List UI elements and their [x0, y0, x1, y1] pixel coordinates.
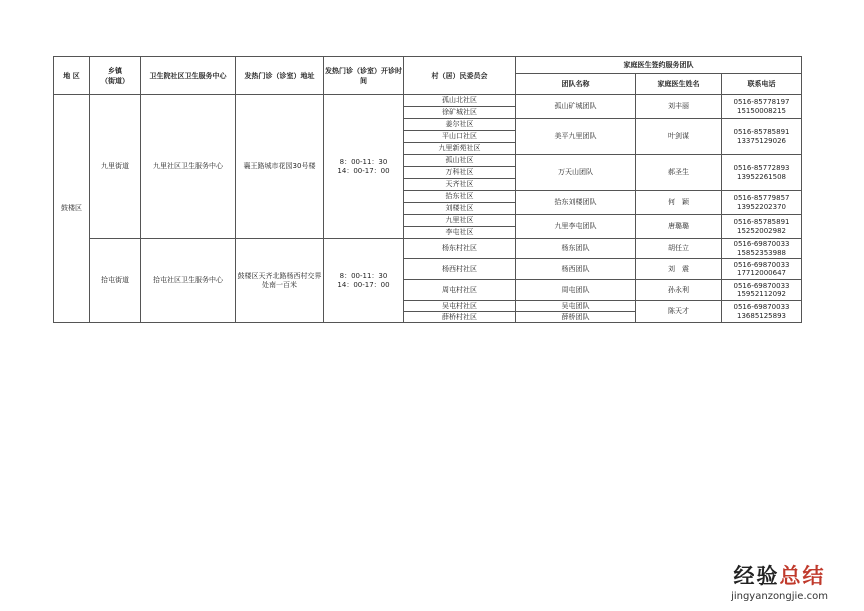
phone-cell — [722, 155, 802, 191]
header-region: 地 区 — [54, 57, 90, 95]
doctor-cell: 陈天才 — [636, 301, 722, 323]
header-town: 乡镇 （街道） — [90, 57, 141, 95]
phone-line: 0516-85772893 — [733, 164, 790, 172]
phone-line: 0516-85779857 — [733, 194, 790, 202]
village-cell: 薛桥村社区 — [404, 312, 516, 323]
team-cell: 拾东刘楼团队 — [516, 191, 636, 215]
village-cell: 九里社区 — [404, 215, 516, 227]
phone-cell — [722, 301, 802, 323]
team-cell: 周屯团队 — [516, 280, 636, 301]
phone-line: 15952112092 — [737, 290, 786, 298]
doctor-team-table — [53, 56, 802, 323]
town-cell: 拾屯街道 — [90, 239, 141, 323]
phone-line: 0516-85785891 — [733, 218, 790, 226]
header-doctor: 家庭医生姓名 — [636, 74, 722, 95]
address-cell: 襄王路城市花园30号楼 — [236, 95, 324, 239]
phone-line: 13375129026 — [737, 136, 786, 145]
village-cell: 杨东村社区 — [404, 239, 516, 259]
village-cell: 平山口社区 — [404, 131, 516, 143]
header-center: 卫生院社区卫生服务中心 — [141, 57, 236, 95]
phone-line: 15852353988 — [737, 248, 786, 257]
village-cell: 拾东社区 — [404, 191, 516, 203]
village-cell: 孤山北社区 — [404, 95, 516, 107]
team-cell: 杨东团队 — [516, 239, 636, 259]
phone-line: 0516-85778197 — [733, 98, 790, 106]
team-cell: 吴屯团队 — [516, 301, 636, 312]
doctor-cell: 刘丰丽 — [636, 95, 722, 119]
phone-line: 13952261508 — [737, 172, 786, 181]
village-cell: 周屯村社区 — [404, 280, 516, 301]
phone-line: 13952202370 — [737, 202, 786, 211]
doctor-cell: 孙永利 — [636, 280, 722, 301]
town-cell: 九里街道 — [90, 95, 141, 239]
header-fever-address: 发热门诊（诊室）地址 — [236, 57, 324, 95]
center-cell: 拾屯社区卫生服务中心 — [141, 239, 236, 323]
region-cell: 鼓楼区 — [54, 95, 90, 323]
village-cell: 姜尔社区 — [404, 119, 516, 131]
header-village: 村（居）民委员会 — [404, 57, 516, 95]
team-cell: 薛桥团队 — [516, 312, 636, 323]
phone-cell — [722, 215, 802, 239]
village-cell: 天齐社区 — [404, 179, 516, 191]
phone-line: 0516-85785891 — [733, 128, 790, 136]
watermark-url: jingyanzongjie.com — [731, 591, 828, 602]
watermark — [731, 560, 828, 602]
phone-cell — [722, 239, 802, 259]
doctor-cell: 刘 震 — [636, 259, 722, 280]
village-cell: 万科社区 — [404, 167, 516, 179]
phone-line: 13685125893 — [737, 311, 786, 320]
village-cell: 刘楼社区 — [404, 203, 516, 215]
village-cell: 徐矿城社区 — [404, 107, 516, 119]
doctor-cell: 胡任立 — [636, 239, 722, 259]
time-cell — [324, 95, 404, 239]
doctor-cell: 郝圣生 — [636, 155, 722, 191]
phone-cell — [722, 280, 802, 301]
doctor-cell: 叶剑谋 — [636, 119, 722, 155]
team-cell: 孤山矿城团队 — [516, 95, 636, 119]
village-cell: 孤山社区 — [404, 155, 516, 167]
watermark-title — [731, 560, 828, 590]
address-cell: 鼓楼区天齐北路杨西村交界处南一百米 — [236, 239, 324, 323]
header-fever-time: 发热门诊（诊室）开诊时间 — [324, 57, 404, 95]
team-cell: 美平九里团队 — [516, 119, 636, 155]
phone-cell — [722, 191, 802, 215]
time-afternoon: 14：00-17：00 — [337, 280, 390, 289]
time-cell — [324, 239, 404, 323]
header-group: 家庭医生签约服务团队 — [516, 57, 802, 74]
watermark-title-a: 经验 — [733, 563, 780, 588]
team-cell: 万天山团队 — [516, 155, 636, 191]
phone-line: 0516-69870033 — [733, 281, 790, 290]
phone-line: 0516-69870033 — [733, 303, 790, 311]
time-morning: 8：00-11：30 — [339, 158, 388, 166]
phone-cell — [722, 259, 802, 280]
phone-line: 0516-69870033 — [733, 260, 790, 269]
phone-line: 0516-69870033 — [733, 240, 790, 248]
doctor-cell: 唐璐璐 — [636, 215, 722, 239]
village-cell: 李屯社区 — [404, 227, 516, 239]
phone-line: 17712000647 — [737, 269, 786, 277]
village-cell: 吴屯村社区 — [404, 301, 516, 312]
doctor-cell: 何 颖 — [636, 191, 722, 215]
time-afternoon: 14：00-17：00 — [337, 166, 390, 175]
team-cell: 九里李屯团队 — [516, 215, 636, 239]
phone-line: 15150008215 — [737, 106, 786, 115]
center-cell: 九里社区卫生服务中心 — [141, 95, 236, 239]
phone-cell — [722, 95, 802, 119]
phone-cell — [722, 119, 802, 155]
village-cell: 九里新苑社区 — [404, 143, 516, 155]
phone-line: 15252002982 — [737, 226, 786, 235]
village-cell: 杨西村社区 — [404, 259, 516, 280]
watermark-title-b: 总结 — [779, 563, 826, 588]
time-morning: 8：00-11：30 — [339, 272, 388, 280]
team-cell: 杨西团队 — [516, 259, 636, 280]
header-phone: 联系电话 — [722, 74, 802, 95]
header-team: 团队名称 — [516, 74, 636, 95]
